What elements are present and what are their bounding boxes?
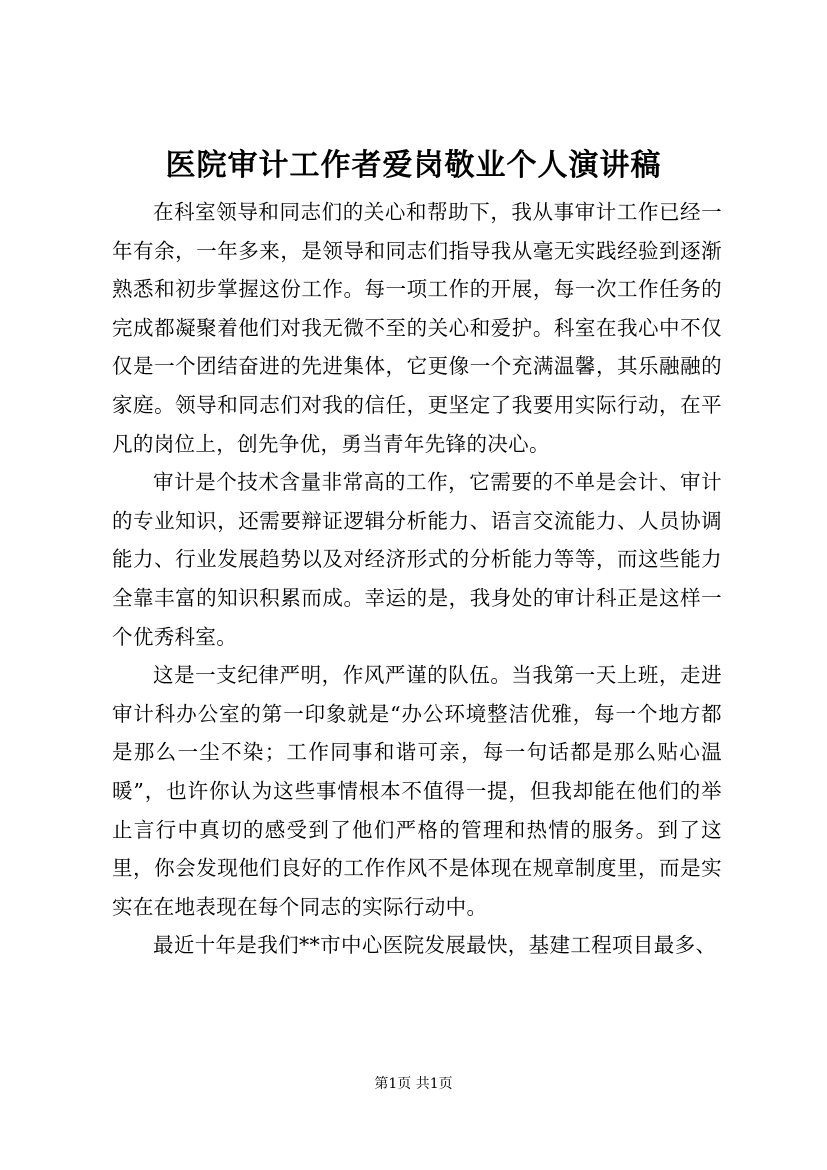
document-body bbox=[112, 193, 722, 965]
paragraph-2: 审计是个技术含量非常高的工作，它需要的不单是会计、审计的专业知识，还需要辩证逻辑分析能力、语言交流能力、人员协调能力、行业发展趋势以及对经济形式的分析能力等等，而这些能力全靠丰富的知识积累而成。幸运的是，我身处的审计科正是这样一个优秀科室。 bbox=[112, 470, 722, 649]
page-footer: 第1页 共1页 bbox=[374, 1076, 453, 1092]
paragraph-4: 最近十年是我们**市中心医院发展最快，基建工程项目最多、 bbox=[153, 933, 717, 958]
document-title: 医院审计工作者爱岗敬业个人演讲稿 bbox=[165, 148, 662, 183]
paragraph-1: 在科室领导和同志们的关心和帮助下，我从事审计工作已经一年有余，一年多来，是领导和同志们指导我从毫无实践经验到逐渐熟悉和初步掌握这份工作。每一项工作的开展，每一次工作任务的完成都凝聚着他们对我无微不至的关心和爱护。科室在我心中不仅仅是一个团结奋进的先进集体，它更像一个充满温馨，其乐融融的家庭。领导和同志们对我的信任，更坚定了我要用实际行动，在平凡的岗位上，创先争优，勇当青年先锋的决心。 bbox=[112, 200, 722, 456]
paragraph-3: 这是一支纪律严明，作风严谨的队伍。当我第一天上班，走进审计科办公室的第一印象就是“办公环境整洁优雅，每一个地方都是那么一尘不染；工作同事和谐可亲，每一句话都是那么贴心温暖”，也许你认为这些事情根本不值得一提，但我却能在他们的举止言行中真切的感受到了他们严格的管理和热情的服务。到了这里，你会发现他们良好的工作作风不是体现在规章制度里，而是实实在在地表现在每个同志的实际行动中。 bbox=[112, 663, 722, 919]
